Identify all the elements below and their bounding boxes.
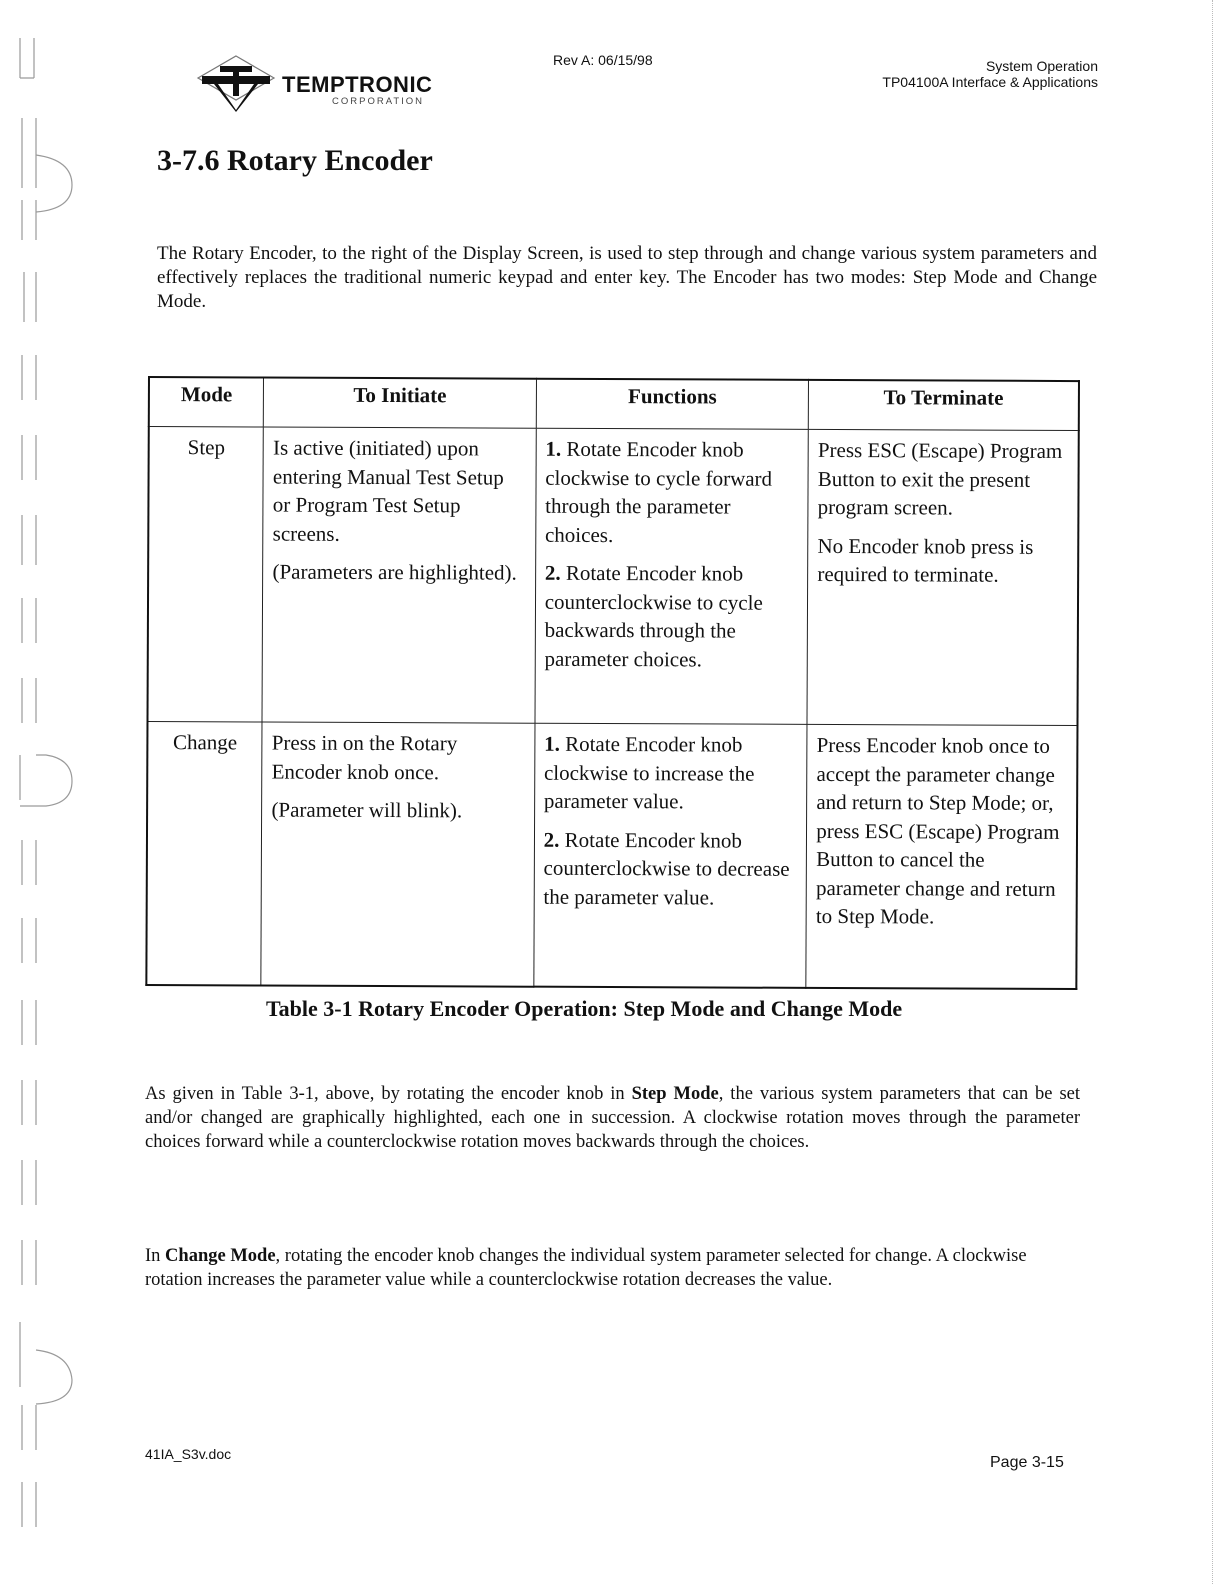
change-mode-paragraph <box>145 1244 1080 1292</box>
temptronic-logo <box>196 54 446 114</box>
functions-cell <box>535 428 809 724</box>
intro-paragraph: The Rotary Encoder, to the right of the Display Screen, is used to step through and change various system parameters and effectively replaces the traditional numeric keypad and enter key. The Encoder has two modes: Step Mode and Change Mode. <box>157 243 1097 312</box>
terminate-cell <box>806 724 1077 989</box>
logo-wordmark: TEMPTRONIC <box>282 72 433 97</box>
step-number: 2. <box>543 827 560 852</box>
revision-label: Rev A: 06/15/98 <box>553 52 653 68</box>
column-header: To Initiate <box>264 378 537 429</box>
step-number: 1. <box>544 731 560 756</box>
column-header: Functions <box>536 379 809 430</box>
table-row <box>147 427 1078 726</box>
logo-subtitle: CORPORATION <box>332 96 425 107</box>
cell-text: (Parameter will blink). <box>271 797 463 823</box>
cell-text: Press ESC (Escape) Program Button to exit the present program screen. <box>817 437 1063 520</box>
column-header: To Terminate <box>808 380 1078 431</box>
paragraph-text: , the various system parameters that can be set and/or changed are graphically highlighted, each one in succession. A clockwise rotation moves through the parameter choices forward while a counterclockwise rotation moves backwards through the choices. <box>145 1084 1080 1152</box>
cell-text: No Encoder knob press is required to terminate. <box>817 533 1034 587</box>
header-right <box>882 58 1098 90</box>
section-title: 3-7.6 Rotary Encoder <box>157 144 433 177</box>
footer-filename: 41IA_S3v.doc <box>145 1446 232 1462</box>
cell-text: (Parameters are highlighted). <box>272 559 517 585</box>
step-number: 1. <box>545 436 562 461</box>
terminate-cell <box>807 429 1079 725</box>
footer-page-number: Page 3-15 <box>990 1454 1064 1471</box>
scan-binding-marks <box>0 0 80 1584</box>
section-label: System Operation <box>985 58 1098 74</box>
cell-text: Press Encoder knob once to accept the parameter change and return to Step Mode; or, press ESC (Escape) Program Button to cancel the parameter change and return to Step Mode. <box>815 732 1060 929</box>
bold-term: Change Mode <box>165 1246 276 1266</box>
scan-edge <box>1212 0 1216 1584</box>
function-item <box>544 730 798 817</box>
table-caption: Table 3-1 Rotary Encoder Operation: Step Mode and Change Mode <box>266 996 903 1021</box>
function-item <box>544 559 798 674</box>
cell-text: Rotate Encoder knob clockwise to cycle forward through the parameter choices. <box>544 436 773 547</box>
functions-cell <box>534 723 808 988</box>
bold-term: Step Mode <box>631 1084 719 1104</box>
table-row <box>146 722 1077 990</box>
cell-text: Rotate Encoder knob counterclockwise to decrease the parameter value. <box>543 827 790 909</box>
paragraph-text: , rotating the encoder knob changes the individual system parameter selected for change. A clockwise rotation increases the parameter value while a counterclockwise rotation decreases the value. <box>145 1246 1027 1290</box>
paragraph-text: As given in Table 3-1, above, by rotating the encoder knob in <box>145 1084 632 1104</box>
logo-emblem-icon <box>196 54 276 114</box>
table-header-row <box>149 377 1079 431</box>
cell-text: Press in on the Rotary Encoder knob once. <box>271 730 458 784</box>
cell-text: Is active (initiated) upon entering Manual Test Setup or Program Test Setup screens. <box>272 435 504 546</box>
cell-text: Rotate Encoder knob counterclockwise to cycle backwards through the parameter choices. <box>544 560 763 671</box>
mode-cell: Step <box>147 427 263 722</box>
step-mode-paragraph <box>145 1082 1080 1154</box>
column-header: Mode <box>149 377 264 427</box>
initiate-cell <box>262 427 536 723</box>
rotary-encoder-table <box>145 376 1080 990</box>
cell-text: Rotate Encoder knob clockwise to increase the parameter value. <box>543 731 755 814</box>
paragraph-text: In <box>145 1246 166 1266</box>
mode-cell: Change <box>146 722 262 986</box>
document-title: TP04100A Interface & Applications <box>882 74 1098 90</box>
initiate-cell <box>261 722 534 987</box>
function-item <box>543 825 797 912</box>
step-number: 2. <box>544 560 561 585</box>
function-item <box>545 435 799 550</box>
